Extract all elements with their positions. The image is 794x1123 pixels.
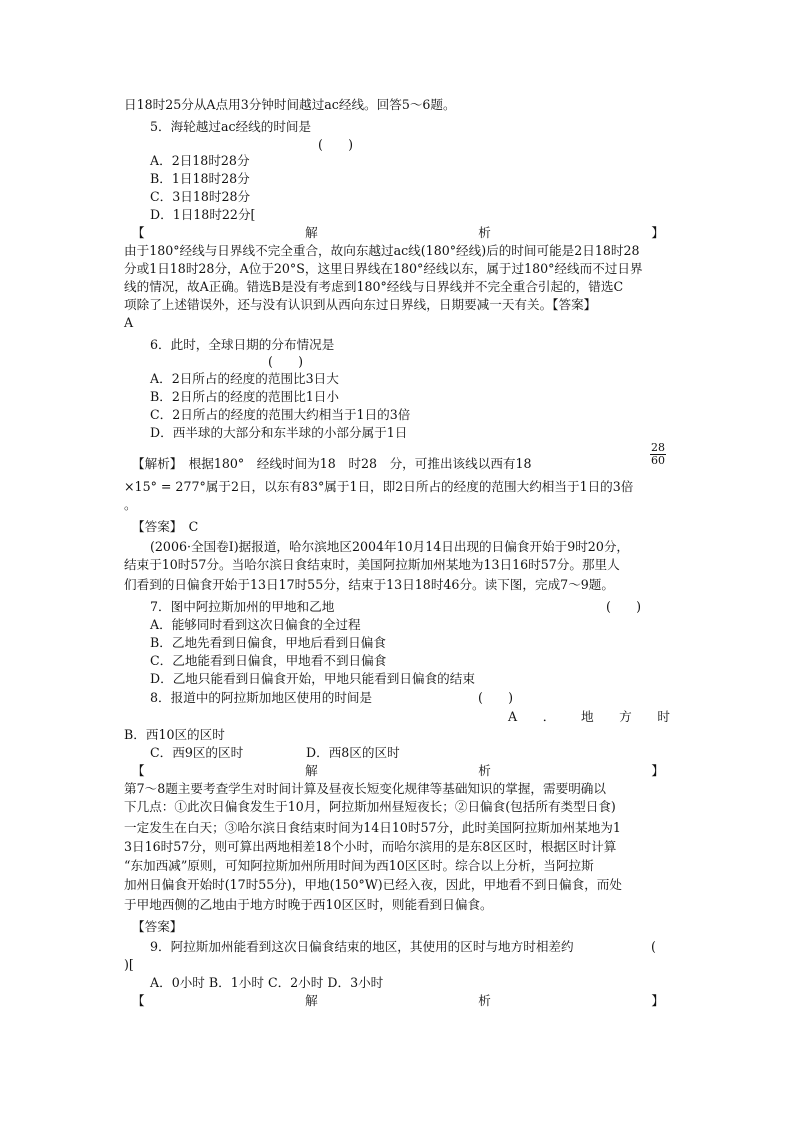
analysis-2-line-1: 【解析】 根据180° 经线时间为18 时28 分，可推出该线以西有18 — [132, 456, 532, 471]
q8-option-c: C．西9区的区时 — [150, 745, 244, 760]
q8-option-a — [508, 708, 670, 726]
question-9-paren: ( — [651, 939, 656, 954]
q7-option-b: B．乙地先看到日偏食，甲地后看到日偏食 — [150, 635, 386, 650]
question-5-paren: ( ) — [318, 137, 354, 152]
fraction — [650, 442, 666, 467]
intro-line: 日18时25分从A点用3分钟时间越过ac经线。回答5～6题。 — [124, 97, 456, 112]
q7-option-c: C．乙地能看到日偏食，甲地看不到日偏食 — [150, 653, 387, 668]
bracket-close: 】 — [651, 763, 664, 778]
analysis-1-text-1: 由于180°经线与日界线不完全重合，故向东越过ac线(180°经线)后的时间可能是2日18时28 — [124, 243, 640, 258]
q8-option-a-char-2: 方 — [619, 709, 632, 724]
question-5: 5．海轮越过ac经线的时间是 — [150, 119, 312, 134]
q5-option-d: D．1日18时22分[ — [150, 207, 256, 222]
q6-option-c: C．2日所占的经度的范围大约相当于1日的3倍 — [150, 407, 411, 422]
fraction-denominator: 60 — [651, 454, 665, 467]
q5-option-a: A．2日18时28分 — [150, 153, 250, 168]
analysis-1-header — [132, 224, 664, 242]
q9-options: A．0小时 B．1小时 C．2小时 D．3小时 — [150, 975, 384, 990]
q8-option-a-char-1: 地 — [580, 709, 594, 724]
analysis-2-line-2: ×15° = 277°属于2日，以东有83°属于1日，即2日所占的经度的范围大约相当于1日的3倍 — [124, 479, 634, 494]
q8-option-b: B．西10区的区时 — [124, 727, 225, 742]
q8-option-a-dot: ． — [542, 709, 556, 724]
analysis-3-text-3: 一定发生在白天；③哈尔滨日食结束时间为14日10时57分，此时美国阿拉斯加州某地为1 — [124, 820, 621, 835]
q7-option-d: D．乙地只能看到日偏食开始，甲地只能看到日偏食的结束 — [150, 671, 475, 686]
analysis-3-text-5: “东加西减”原则，可知阿拉斯加州所用时间为西10区区时。综合以上分析，当阿拉斯 — [124, 858, 594, 873]
bracket-open: 【 — [132, 225, 145, 240]
question-8-paren: ( ) — [478, 690, 514, 705]
source-line-2: 结束于10时57分。当哈尔滨日食结束时，美国阿拉斯加州某地为13日16时57分。那里人 — [124, 557, 620, 572]
analysis-3-text-4: 3日16时57分，则可算出两地相差18个小时，而哈尔滨用的是东8区区时，根据区时计算 — [124, 839, 617, 854]
q6-option-a: A．2日所占的经度的范围比3日大 — [150, 371, 339, 386]
analysis-3-text-6: 加州日偏食开始时(17时55分)，甲地(150°W)已经入夜，因此，甲地看不到日偏食，而处 — [124, 877, 622, 892]
q8-option-d: D．西8区的区时 — [306, 745, 400, 760]
question-9: 9．阿拉斯加州能看到这次日偏食结束的地区，其使用的区时与地方时相差约 — [150, 939, 574, 954]
q8-option-a-letter: A — [508, 709, 518, 724]
analysis-3-header — [132, 762, 664, 780]
analysis-word-1: 解 — [305, 763, 318, 778]
answer-5: A — [124, 315, 134, 330]
q8-option-a-char-3: 时 — [657, 709, 670, 724]
bracket-close: 】 — [651, 993, 664, 1008]
q7-option-a: A．能够同时看到这次日偏食的全过程 — [150, 617, 361, 632]
analysis-word-2: 析 — [478, 225, 491, 240]
source-line-1: (2006·全国卷Ⅰ)据报道，哈尔滨地区2004年10月14日出现的日偏食开始于9时20分， — [150, 539, 630, 554]
analysis-word-2: 析 — [478, 993, 491, 1008]
analysis-3-text-7: 于甲地西侧的乙地由于地方时晚于西10区区时，则能看到日偏食。 — [124, 897, 493, 912]
question-6-paren: ( ) — [268, 354, 304, 369]
q5-option-b: B．1日18时28分 — [150, 171, 250, 186]
source-line-3: 们看到的日偏食开始于13日17时55分，结束于13日18时46分。读下图，完成7～9题。 — [124, 577, 614, 592]
analysis-4-header — [132, 992, 664, 1010]
bracket-open: 【 — [132, 993, 145, 1008]
analysis-1-text-2: 分或1日18时28分，A位于20°S，这里日界线在180°经线以东，属于过180°经线而不过日界 — [124, 261, 643, 276]
question-7: 7．图中阿拉斯加州的甲地和乙地 — [150, 599, 335, 614]
bracket-close: 】 — [651, 225, 664, 240]
question-6: 6．此时，全球日期的分布情况是 — [150, 337, 335, 352]
analysis-1-text-4: 项除了上述错误外，还与没有认识到从西向东过日界线，日期要减一天有关。【答案】 — [124, 297, 597, 312]
question-9-cont: )[ — [124, 957, 134, 972]
q6-option-b: B．2日所占的经度的范围比1日小 — [150, 389, 339, 404]
analysis-word-1: 解 — [305, 993, 318, 1008]
analysis-2-line-3: 。 — [124, 497, 137, 512]
answer-7-8: 【答案】 — [132, 919, 183, 934]
question-8: 8．报道中的阿拉斯加地区使用的时间是 — [150, 690, 373, 705]
analysis-3-text-2: 下几点：①此次日偏食发生于10月，阿拉斯加州昼短夜长；②日偏食(包括所有类型日食) — [124, 799, 616, 814]
analysis-3-text-1: 第7～8题主要考查学生对时间计算及昼夜长短变化规律等基础知识的掌握，需要明确以 — [124, 781, 606, 796]
analysis-word-2: 析 — [478, 763, 491, 778]
fraction-numerator: 28 — [651, 441, 665, 454]
q6-option-d: D．西半球的大部分和东半球的小部分属于1日 — [150, 425, 408, 440]
q5-option-c: C．3日18时28分 — [150, 189, 251, 204]
bracket-open: 【 — [132, 763, 145, 778]
analysis-1-text-3: 线的情况，故A正确。错选B是没有考虑到180°经线与日界线并不完全重合引起的，错选C — [124, 279, 624, 294]
answer-6: 【答案】 C — [132, 519, 199, 534]
analysis-word-1: 解 — [305, 225, 318, 240]
question-7-paren: ( ) — [606, 599, 642, 614]
